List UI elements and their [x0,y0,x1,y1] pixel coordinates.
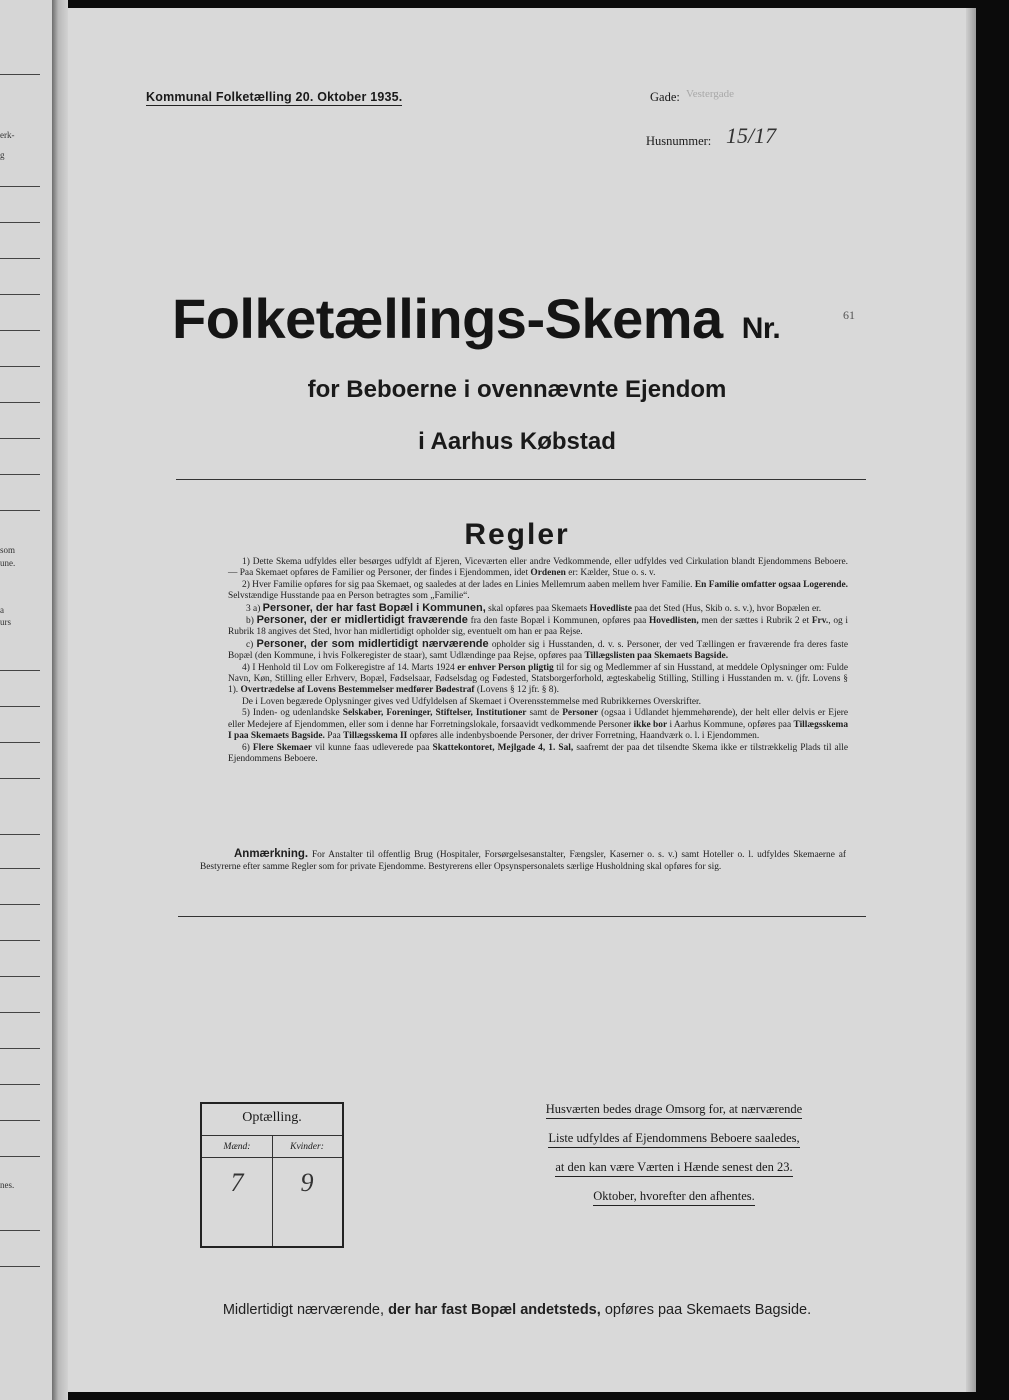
house-number-value: 15/17 [726,123,777,148]
left-page-fragment: urs [0,617,11,627]
left-page-rule [0,1120,40,1121]
house-number-label: Husnummer: [646,134,712,148]
remark-text: For Anstalter til offentlig Brug (Hospitaler, Forsørgelsesanstalter, Fængsler, Kaserner o. s. v.) samt Hoteller o. l. udfyldes Skemaerne af Bestyrerne efter samme Regler som for private Ejendomme. Bestyrerens eller Opsynspersonalets særlige Husholdning skal opføres for sig. [200,850,847,872]
left-page-rule [0,834,40,835]
left-page-rule [0,868,40,869]
rules-text [228,557,848,765]
left-facing-page [0,0,54,1400]
left-page-rule [0,706,40,707]
rules-heading: Regler [464,518,570,551]
notice-line: Oktober, hvorefter den afhentes. [504,1189,844,1204]
rule-4: 4) I Henhold til Lov om Folkeregistre af 14. Marts 1924 er enhver Person pligtig til for sig og Medlemmer af sin Husstand, at meddele Oplysninger om: Fulde Navn, Køn, Stilling eller Erhverv, Bopæl, Fødselsaar, Fødselsdag og Fødested, Statsborgerforhold, ægteskabelig Stilling, Stilling i Husstanden m. v. (jfr. Lovens § 1). Overtrædelse af Lovens Bestemmelser medfører Bødestraf (Lovens § 12 jfr. § 8). [228,662,849,696]
left-page-rule [0,778,40,779]
left-page-rule [0,904,40,905]
remark-label: Anmærkning. [234,848,309,860]
men-count: 7 [230,1168,244,1197]
left-page-rule [0,670,40,671]
left-page-rule [0,1266,40,1267]
rule-6: 6) Flere Skemaer vil kunne faas udleverede paa Skattekontoret, Mejlgade 4, 1. Sal, saafremt der paa det tilsendte Skema ikke er tilstrækkelig Plads til alle Ejendommens Beboere. [228,742,849,764]
count-title: Optælling. [242,1110,302,1125]
count-box [200,1102,344,1248]
women-count: 9 [300,1168,314,1197]
street-value: Vestergade [686,88,735,100]
left-page-fragment: une. [0,558,16,568]
form-subtitle-town: i Aarhus Købstad [418,428,616,455]
left-page-rule [0,510,40,511]
left-page-rule [0,1084,40,1085]
rule-2: 2) Hver Familie opføres for sig paa Skemaet, og saaledes at der lades en Linies Mellemrum aaben mellem hver Familie. En Familie omfatter ogsaa Logerende. Selvstændige Husstande paa en Person betragtes som „Familie“. [228,579,848,602]
landlord-notice [504,1102,844,1218]
left-page-fragment: erk- [0,130,15,140]
form-number-label: Nr. [741,312,781,345]
left-page-fragment: nes. [0,1180,15,1190]
left-page-rule [0,1230,40,1231]
remark-section [200,849,846,873]
left-page-rule [0,940,40,941]
left-page-rule [0,1012,40,1013]
left-page-rule [0,330,40,331]
left-page-rule [0,1156,40,1157]
census-header: Kommunal Folketælling 20. Oktober 1935. [146,90,403,104]
left-page-rule [0,186,40,187]
page-edge [966,8,976,1392]
left-page-fragment: som [0,545,16,555]
rule-1: 1) Dette Skema udfyldes eller besørges udfyldt af Ejeren, Viceværten eller andre Vedkommende, eller udfyldes ved Cirkulation blandt Ejendommens Beboere. — Paa Skemaet opføres de Familier og Personer, der findes i Ejendommen, idet Ordenen er: Kælder, Stue o. s. v. [228,557,848,579]
form-title-main: Folketællings-Skema [172,287,723,350]
left-page-fragment: a [0,605,4,615]
left-page-rule [0,742,40,743]
census-form-page [68,8,966,1392]
form-subtitle-residents: for Beboerne i ovennævnte Ejendom [307,376,727,403]
left-page-rule [0,222,40,223]
footer-note: Midlertidigt nærværende, der har fast Bopæl andetsteds, opføres paa Skemaets Bagside. [222,1302,812,1318]
rule-3b: b) Personer, der er midlertidigt fraværende fra den faste Bopæl i Kommunen, opføres paa Hovedlisten, men der sættes i Rubrik 2 et Frv., og i Rubrik 18 angives det Sted, hvor han midlertidigt opholder sig, eventuelt om han er paa Rejse. [228,614,849,638]
rule-5: 5) Inden- og udenlandske Selskaber, Foreninger, Stiftelser, Institutioner samt de Personer (ogsaa i Udlandet hjemmehørende), der helt eller delvis er Ejere eller Medejere af Ejendommen, eller som i denne har Forretningslokale, forsaavidt vedkommende Personer ikke bor i Aarhus Kommune, opføres paa Tillægsskema I paa Skemaets Bagside. Paa Tillægsskema II opføres alle indenbysboende Personer, der driver Forretning, Haandværk o. l. i Ejendommen. [228,708,849,742]
divider [176,479,866,480]
form-title [172,286,780,351]
left-page-rule [0,294,40,295]
left-page-fragment: g [0,150,5,160]
book-spine [52,0,68,1400]
left-page-rule [0,74,40,75]
women-label: Kvinder: [290,1142,324,1152]
street-label: Gade: [650,90,680,104]
notice-line: at den kan være Værten i Hænde senest den 23. [504,1160,844,1175]
left-page-rule [0,438,40,439]
rule-4-continued: De i Loven begærede Oplysninger gives ved Udfyldelsen af Skemaet i Overensstemmelse med Rubrikkernes Overskrifter. [242,696,701,707]
form-number-value: 61 [843,308,855,322]
divider [178,916,866,917]
left-page-rule [0,402,40,403]
left-page-rule [0,976,40,977]
left-page-rule [0,474,40,475]
notice-line: Liste udfyldes af Ejendommens Beboere saaledes, [504,1131,844,1146]
left-page-rule [0,1048,40,1049]
men-label: Mænd: [223,1142,251,1152]
left-page-rule [0,258,40,259]
rule-3a: 3 a) Personer, der har fast Bopæl i Kommunen, skal opføres paa Skemaets Hovedliste paa det Sted (Hus, Skib o. s. v.), hvor Bopælen er. [246,601,822,614]
left-page-rule [0,366,40,367]
notice-line: Husværten bedes drage Omsorg for, at nærværende [504,1102,844,1117]
rule-3c: c) Personer, der som midlertidigt nærværende opholder sig i Husstanden, d. v. s. Personer, der ved Tællingen er fraværende fra deres faste Bopæl (den Kommune, i hvis Folkeregister de staar), samt Udlændinge paa Rejse, opføres paa Tillægslisten paa Skemaets Bagside. [228,637,848,662]
